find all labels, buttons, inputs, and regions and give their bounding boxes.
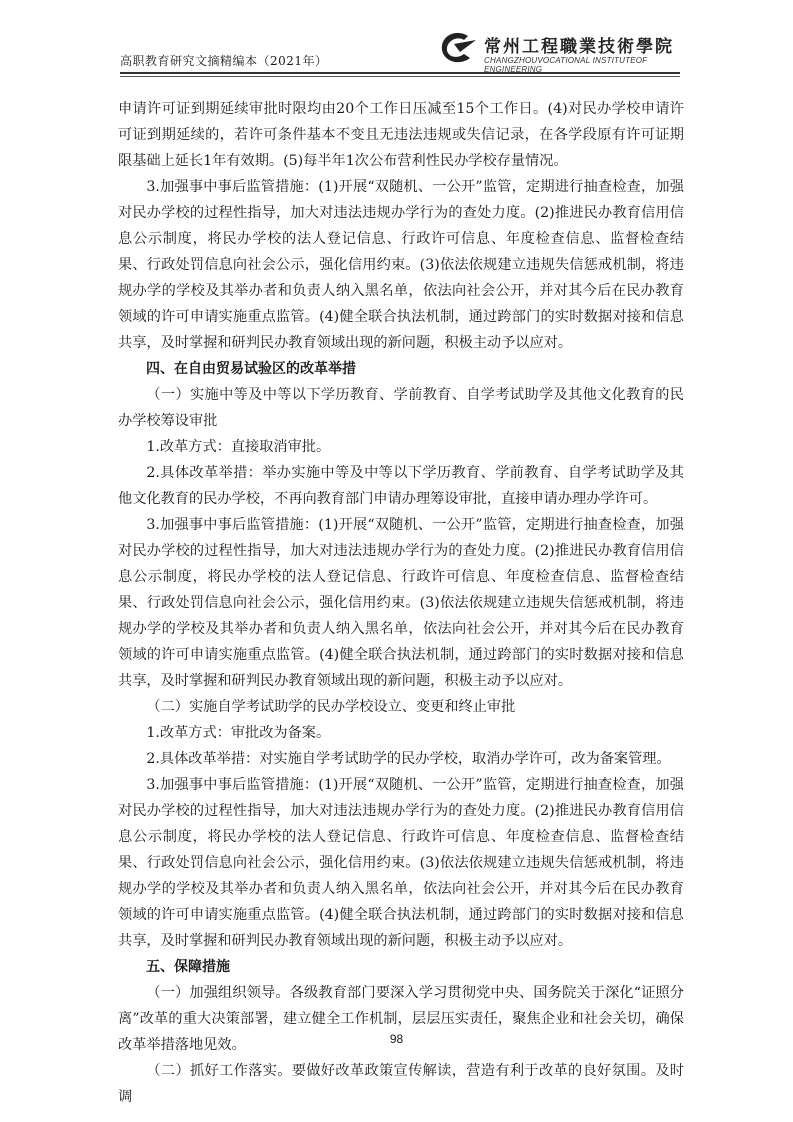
paragraph: 3.加强事中事后监管措施：(1)开展“双随机、一公开”监管，定期进行抽查检查，加强对民办学校的过程性指导，加大对违法违规办学行为的查处力度。(2)推进民办教育信用信息公示制度，将民办学校的法人登记信息、行政许可信息、年度检查信息、监督检查结果、行政处罚信息向社会公示，强化信用约束。(3)依法依规建立违规失信惩戒机制，将违规办学的学校及其举办者和负责人纳入黑名单，依法向社会公开，并对其今后在民办教育领域的许可申请实施重点监管。(4)健全联合执法机制，通过跨部门的实时数据对接和信息共享，及时掌握和研判民办教育领域出现的新问题，积极主动予以应对。	[118, 179, 684, 351]
paragraph: 3.加强事中事后监管措施：(1)开展“双随机、一公开”监管，定期进行抽查检查，加强对民办学校的过程性指导，加大对违法违规办学行为的查处力度。(2)推进民办教育信用信息公示制度，将民办学校的法人登记信息、行政许可信息、年度检查信息、监督检查结果、行政处罚信息向社会公示，强化信用约束。(3)依法依规建立违规失信惩戒机制，将违规办学的学校及其举办者和负责人纳入黑名单，依法向社会公开，并对其今后在民办教育领域的许可申请实施重点监管。(4)健全联合执法机制，通过跨部门的实时数据对接和信息共享，及时掌握和研判民办教育领域出现的新问题，积极主动予以应对。	[118, 777, 684, 949]
college-name-en: CHANGZHOUVOCATIONAL INSTITUTEOF ENGINEERING	[484, 56, 648, 74]
running-title: 高职教育研究文摘精编本（2021年）	[120, 54, 328, 68]
college-name-cn: 常州工程職業技術學院	[484, 37, 674, 57]
paragraph: 2.具体改革举措：举办实施中等及中等以下学历教育、学前教育、自学考试助学及其他文化教育的民办学校，不再向教育部门申请办理筹设审批，直接申请办理办学许可。	[118, 465, 684, 507]
paragraph: 申请许可证到期延续审批时限均由20个工作日压减至15个工作日。(4)对民办学校申请许可证到期延续的，若许可条件基本不变且无违法违规或失信记录，在各学段原有许可证期限基础上延长1年有效期。(5)每半年1次公布营利性民办学校存量情况。	[118, 101, 684, 169]
header-rule-thin	[120, 76, 680, 77]
paragraph: 1.改革方式：审批改为备案。	[146, 725, 331, 741]
section-heading: 五、保障措施	[146, 959, 230, 975]
page-number: 98	[389, 1032, 404, 1046]
paragraph: 3.加强事中事后监管措施：(1)开展“双随机、一公开”监管，定期进行抽查检查，加强对民办学校的过程性指导，加大对违法违规办学行为的查处力度。(2)推进民办教育信用信息公示制度，将民办学校的法人登记信息、行政许可信息、年度检查信息、监督检查结果、行政处罚信息向社会公示，强化信用约束。(3)依法依规建立违规失信惩戒机制，将违规办学的学校及其举办者和负责人纳入黑名单，依法向社会公开，并对其今后在民办教育领域的许可申请实施重点监管。(4)健全联合执法机制，通过跨部门的实时数据对接和信息共享，及时掌握和研判民办教育领域出现的新问题，积极主动予以应对。	[118, 517, 684, 689]
paragraph: 2.具体改革举措：对实施自学考试助学的民办学校，取消办学许可，改为备案管理。	[146, 751, 671, 767]
paragraph: （一）实施中等及中等以下学历教育、学前教育、自学考试助学及其他文化教育的民办学校筹设审批	[118, 387, 684, 429]
paragraph: （一）加强组织领导。各级教育部门要深入学习贯彻党中央、国务院关于深化“证照分离”改革的重大决策部署，建立健全工作机制，层层压实责任，聚焦企业和社会关切，确保改革举措落地见效。	[118, 985, 684, 1053]
section-heading: 四、在自由贸易试验区的改革举措	[146, 361, 356, 377]
paragraph: （二）抓好工作落实。要做好改革政策宣传解读，营造有利于改革的良好氛围。及时调	[118, 1063, 684, 1105]
paragraph: 1.改革方式：直接取消审批。	[146, 439, 331, 455]
header-rule	[120, 72, 680, 74]
paragraph: （二）实施自学考试助学的民办学校设立、变更和终止审批	[146, 699, 516, 715]
body-text	[118, 96, 684, 1110]
page-header	[120, 28, 680, 72]
college-logo-icon	[438, 30, 478, 66]
